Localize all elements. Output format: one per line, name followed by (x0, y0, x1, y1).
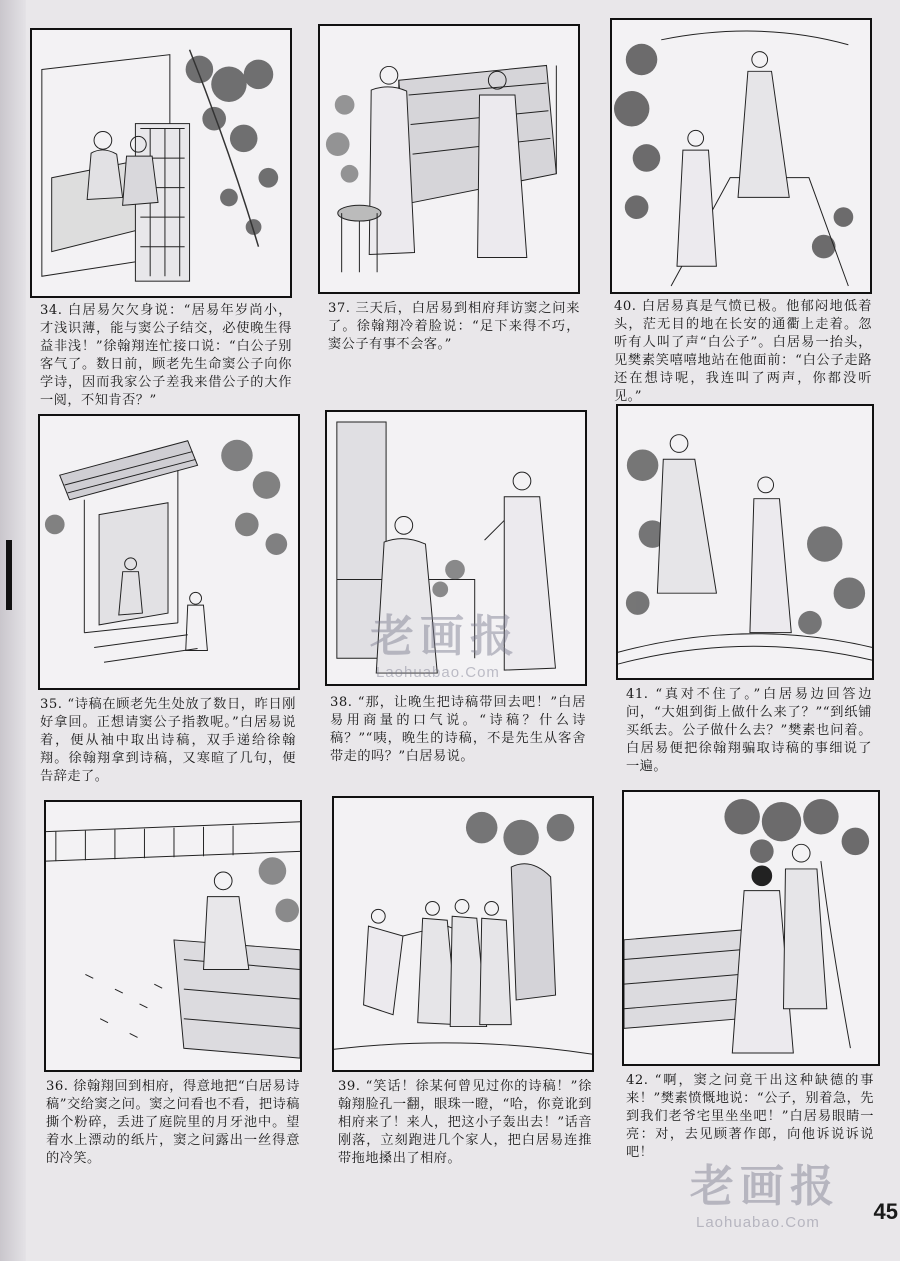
panel-41-illustration (616, 404, 874, 680)
caption-text: “啊，窦之问竟干出这种缺德的事来！”樊素愤慨地说：“公子，别着急，先到我们老爷宅里坐坐吧！”白居易眼睛一亮：对，去见顾著作郎，向他诉说诉说吧！ (626, 1073, 874, 1160)
caption-39 (338, 1078, 592, 1168)
tree-shade-illustration (624, 792, 878, 1064)
caption-text: 白居易真是气愤已极。他郁闷地低着头，茫无目的地在长安的通衢上走着。忽听有人叫了声“白公子”。白居易一抬头，见樊素笑嘻嘻地站在他面前：“白公子走路还在想诗呢，我连叫了两声，你都没听见。” (614, 299, 872, 404)
garden-path-illustration (618, 406, 872, 678)
caption-34 (40, 302, 292, 410)
panel-34-illustration (30, 28, 292, 298)
study-room-illustration (32, 30, 290, 296)
caption-42 (626, 1072, 874, 1162)
watermark-url: Laohuabao.Com (696, 1214, 820, 1231)
caption-number: 38. (330, 695, 353, 710)
caption-number: 42. (626, 1073, 649, 1088)
binding-mark (6, 540, 12, 610)
caption-number: 34. (40, 303, 63, 318)
watermark-url: Laohuabao.Com (376, 664, 500, 681)
caption-text: “那，让晚生把诗稿带回去吧！”白居易用商量的口气说。“诗稿？什么诗稿？”“咦，晚生的诗稿，不是先生从客舍带走的吗？”白居易说。 (330, 695, 586, 764)
caption-number: 40. (614, 299, 637, 314)
panel-35-illustration (38, 414, 300, 690)
page-gutter (0, 0, 26, 1261)
caption-number: 36. (46, 1079, 69, 1094)
watermark-logo-text: 老画报 (370, 612, 520, 661)
caption-text: 徐翰翔回到相府，得意地把“白居易诗稿”交给窦之问。窦之问看也不看，把诗稿撕个粉碎，丢进了庭院里的月牙池中。望着水上漂动的纸片，窦之问露出一丝得意的冷笑。 (46, 1079, 300, 1166)
caption-number: 35. (40, 697, 63, 712)
caption-text: “真对不住了。”白居易边回答边问，“大姐到街上做什么来了？”“到纸铺买纸去。公子做什么去？”樊素也问着。白居易便把徐翰翔骗取诗稿的事细说了一遍。 (626, 687, 872, 774)
caption-number: 39. (338, 1079, 361, 1094)
caption-38 (330, 694, 586, 766)
ejection-scene-illustration (334, 798, 592, 1070)
caption-35 (40, 696, 296, 786)
caption-36 (46, 1078, 300, 1168)
pond-balcony-illustration (46, 802, 300, 1070)
gate-farewell-illustration (40, 416, 298, 688)
page-number: 45 (873, 1199, 898, 1224)
caption-37 (328, 300, 580, 354)
hall-couch-illustration (320, 26, 578, 292)
caption-number: 41. (626, 687, 649, 702)
caption-40 (614, 298, 872, 406)
street-meeting-illustration (612, 20, 870, 292)
panel-40-illustration (610, 18, 872, 294)
caption-text: “诗稿在顾老先生处放了数日，昨日刚好拿回。正想请窦公子指教呢。”白居易说着，便从袖中取出诗稿，双手递给徐翰翔。徐翰翔拿到诗稿，又寒暄了几句，便告辞走了。 (40, 697, 296, 784)
caption-text: “笑话！徐某何曾见过你的诗稿！”徐翰翔脸孔一翻，眼珠一瞪，“哈，你竟讹到相府来了！来人，把这小子轰出去！”话音刚落，立刻跑进几个家人，把白居易连推带拖地搡出了相府。 (338, 1079, 592, 1166)
panel-39-illustration (332, 796, 594, 1072)
panel-36-illustration (44, 800, 302, 1072)
caption-41 (626, 686, 872, 776)
watermark-bottom-right (690, 1150, 840, 1231)
caption-text: 三天后，白居易到相府拜访窦之问来了。徐翰翔冷着脸说：“足下来得不巧，窦公子有事不会客。” (328, 301, 580, 352)
panel-37-illustration (318, 24, 580, 294)
caption-number: 37. (328, 301, 351, 316)
watermark-logo-text: 老画报 (690, 1162, 840, 1211)
caption-text: 白居易欠欠身说：“居易年岁尚小，才浅识薄，能与窦公子结交，必使晚生得益非浅！”徐翰翔连忙接口说：“白公子别客气了。数日前，顾老先生命窦公子向你学诗，因而我家公子差我来借公子的大作一阅，不知肯否？” (40, 303, 292, 408)
panel-42-illustration (622, 790, 880, 1066)
watermark-center (370, 600, 520, 681)
